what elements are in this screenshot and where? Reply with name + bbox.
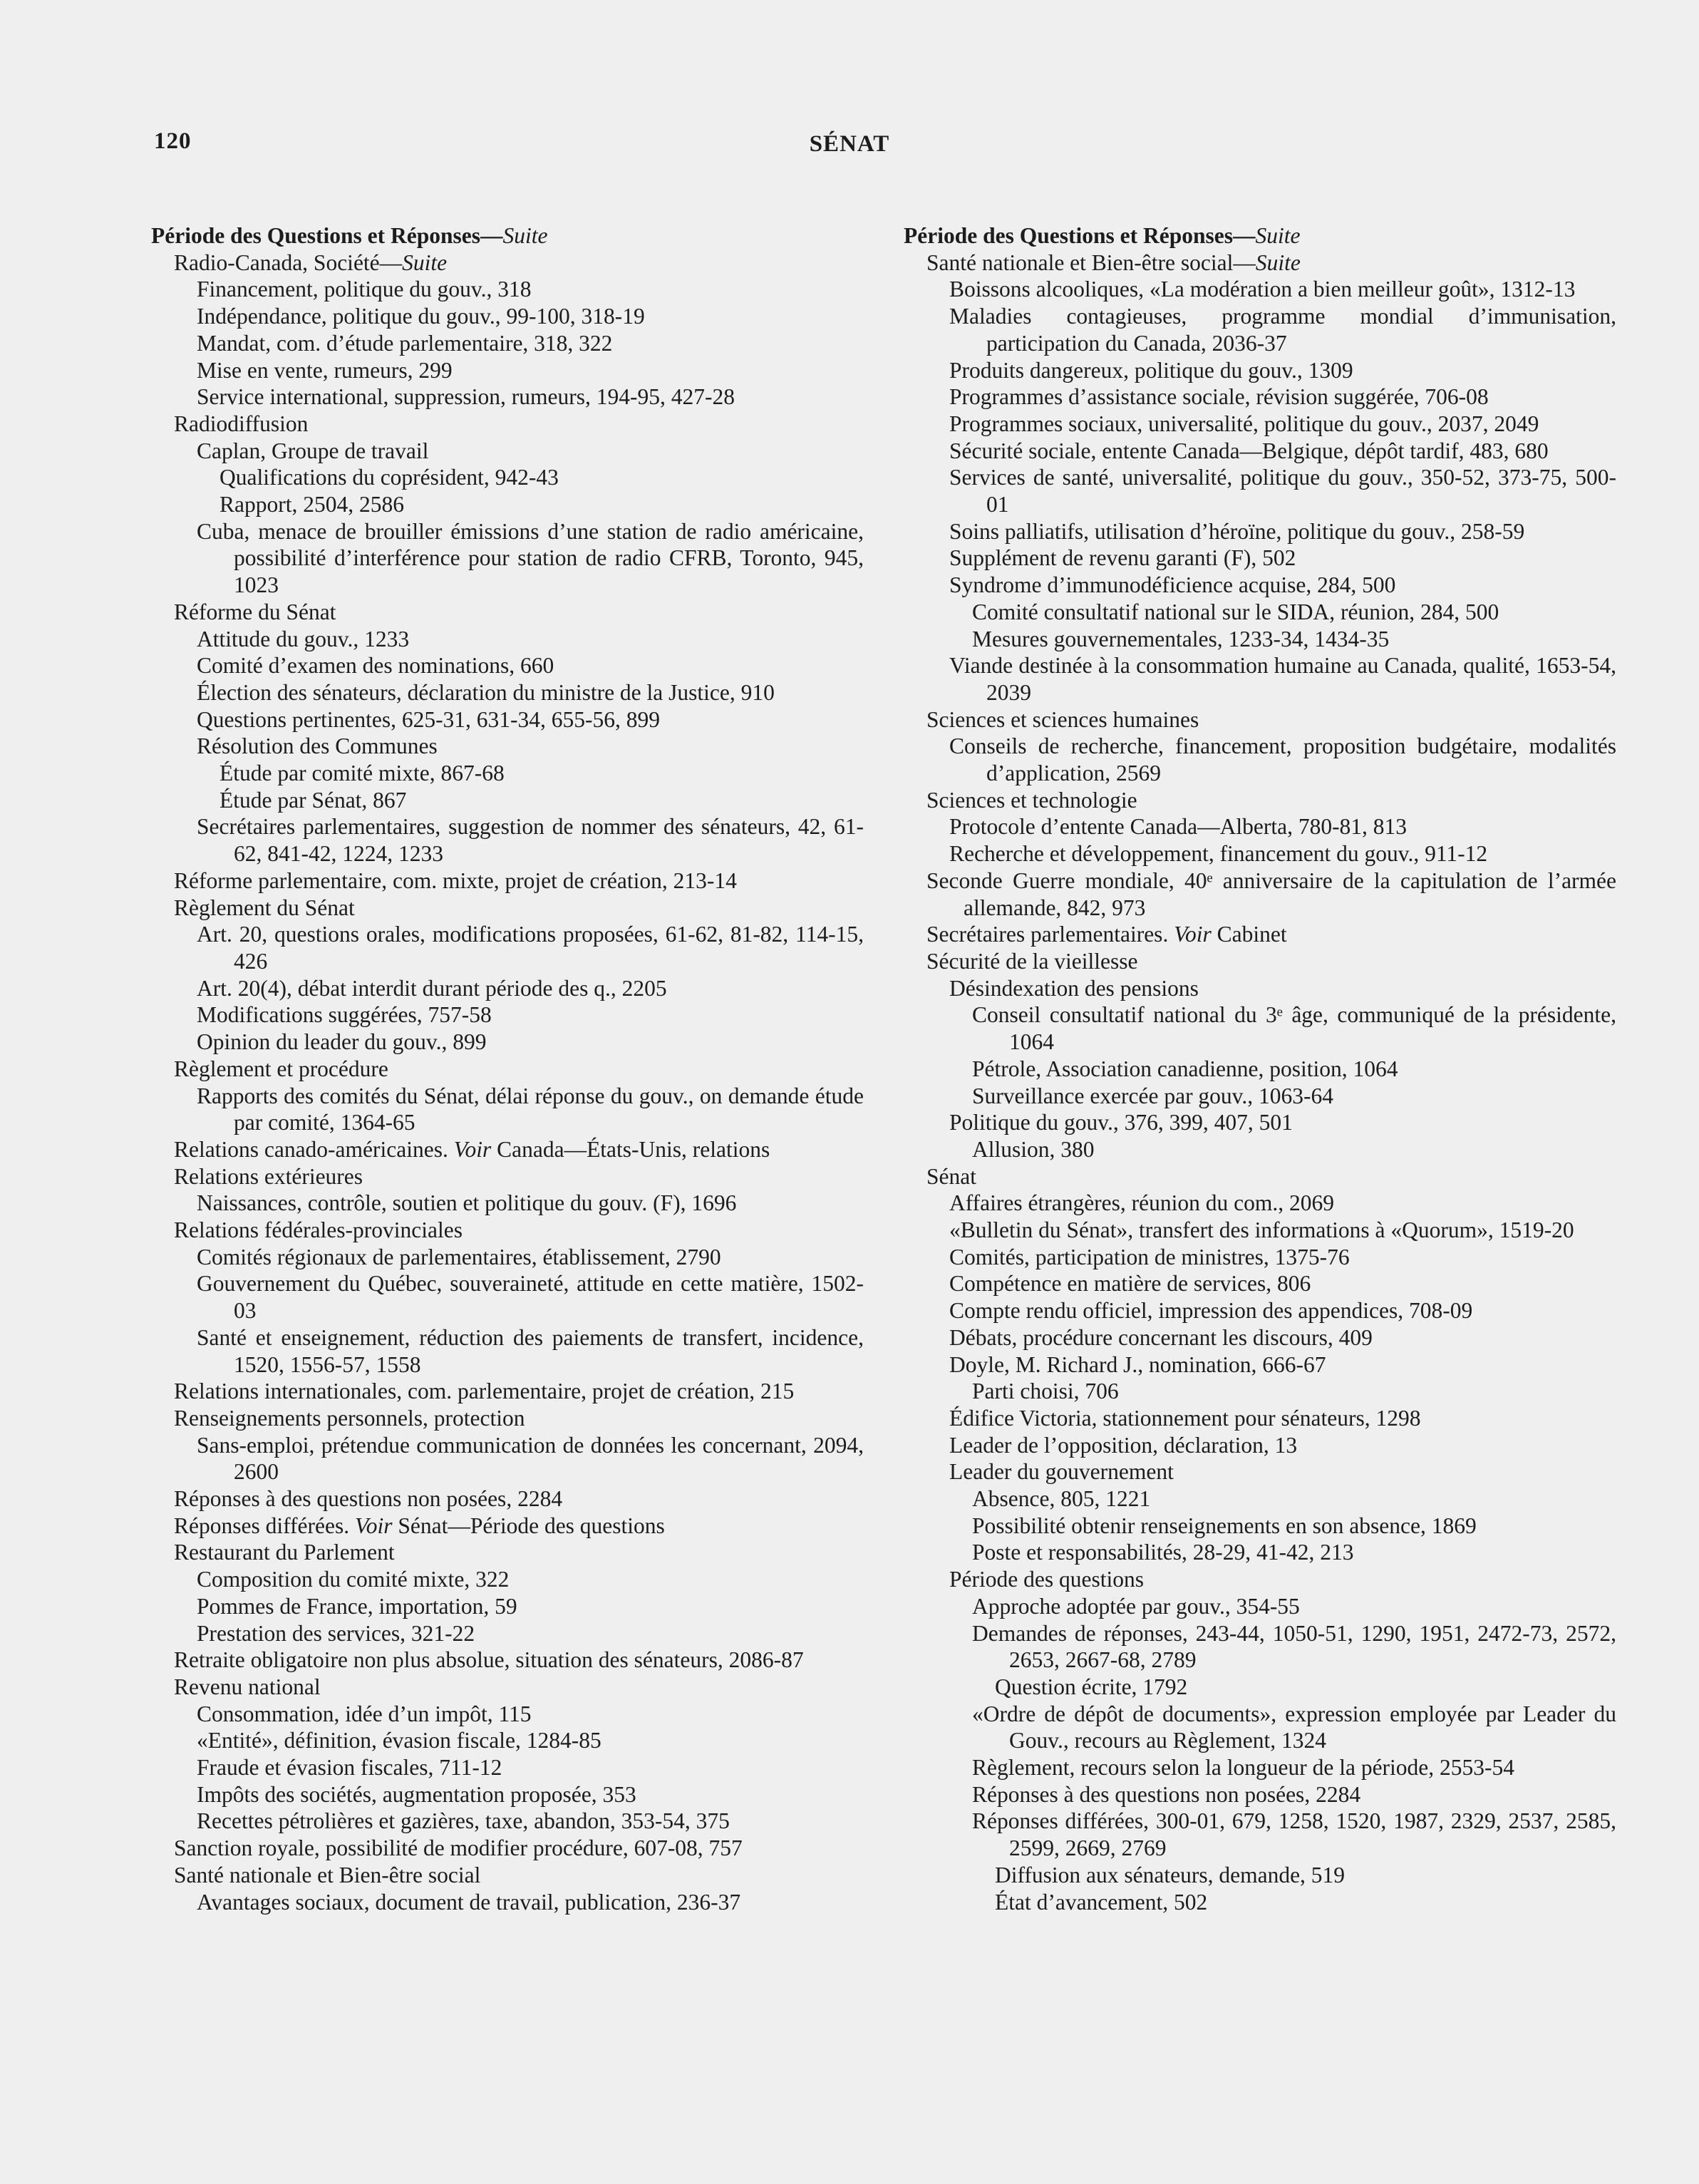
entry-text: Leader de l’opposition, déclaration, 13 bbox=[949, 1432, 1298, 1458]
suite-label: Suite bbox=[1255, 223, 1301, 248]
index-entry bbox=[151, 1539, 864, 1566]
index-entry bbox=[151, 1244, 864, 1271]
index-entry bbox=[151, 760, 864, 787]
index-entry bbox=[151, 1620, 864, 1647]
entry-text: Édifice Victoria, stationnement pour sénateurs, 1298 bbox=[949, 1405, 1421, 1431]
entry-text: Réforme parlementaire, com. mixte, projet de création, 213-14 bbox=[174, 867, 737, 893]
entry-text: Mise en vente, rumeurs, 299 bbox=[197, 357, 453, 383]
index-entry bbox=[904, 1566, 1616, 1593]
entry-text: Indépendance, politique du gouv., 99-100, 318-19 bbox=[197, 304, 645, 329]
entry-text: Radio-Canada, Société— bbox=[174, 249, 403, 275]
index-entry bbox=[151, 1701, 864, 1728]
entry-text: Attitude du gouv., 1233 bbox=[197, 626, 410, 651]
entry-text: Sécurité de la vieillesse bbox=[926, 948, 1138, 974]
entry-text: Santé nationale et Bien-être social— bbox=[926, 249, 1256, 275]
entry-text: Réponses différées, 300-01, 679, 1258, 1520, 1987, 2329, 2537, 2585, 2599, 2669, 2769 bbox=[972, 1808, 1616, 1861]
entry-text: Programmes sociaux, universalité, politique du gouv., 2037, 2049 bbox=[949, 411, 1539, 436]
entry-text: Radiodiffusion bbox=[174, 411, 309, 436]
entry-text: Cuba, menace de brouiller émissions d’une station de radio américaine, possibilité d’interférence pour station de radio CFRB, Toronto, 945, 1023 bbox=[197, 518, 864, 598]
entry-text: Rapport, 2504, 2586 bbox=[220, 492, 404, 517]
entry-text: Compétence en matière de services, 806 bbox=[949, 1271, 1311, 1297]
entry-text: Étude par comité mixte, 867-68 bbox=[220, 761, 505, 786]
index-entry bbox=[151, 1136, 864, 1163]
right-column bbox=[904, 222, 1616, 1915]
index-entry bbox=[904, 1485, 1616, 1513]
index-entry bbox=[904, 1378, 1616, 1405]
entry-text: Affaires étrangères, réunion du com., 2069 bbox=[949, 1190, 1334, 1216]
index-entry bbox=[151, 330, 864, 357]
entry-text: Avantages sociaux, document de travail, publication, 236-37 bbox=[197, 1889, 741, 1915]
entry-text: Comités, participation de ministres, 1375-76 bbox=[949, 1244, 1350, 1269]
entry-text: Art. 20, questions orales, modifications proposées, 61-62, 81-82, 114-15, 426 bbox=[197, 922, 864, 974]
index-entry bbox=[904, 1324, 1616, 1351]
entry-text: Période des questions bbox=[949, 1567, 1144, 1592]
index-entry bbox=[151, 599, 864, 626]
entry-text: Recettes pétrolières et gazières, taxe, abandon, 353-54, 375 bbox=[197, 1808, 730, 1834]
index-entry bbox=[904, 1244, 1616, 1271]
index-entry bbox=[904, 1754, 1616, 1781]
index-entry bbox=[151, 626, 864, 653]
index-entry bbox=[151, 975, 864, 1002]
entry-text: Sénat bbox=[926, 1163, 976, 1189]
entry-text: Caplan, Groupe de travail bbox=[197, 438, 429, 463]
index-entry bbox=[904, 813, 1616, 840]
index-entry bbox=[151, 1862, 864, 1889]
voir-label: Voir bbox=[1174, 922, 1212, 947]
suite-label: Suite bbox=[402, 249, 448, 275]
entry-text: Relations fédérales-provinciales bbox=[174, 1217, 463, 1243]
entry-text: Syndrome d’immunodéficience acquise, 284, 500 bbox=[949, 572, 1396, 598]
index-entry bbox=[151, 1270, 864, 1324]
entry-text: Règlement du Sénat bbox=[174, 895, 355, 920]
index-entry bbox=[151, 679, 864, 706]
entry-text: Renseignements personnels, protection bbox=[174, 1405, 525, 1431]
entry-text: Réponses à des questions non posées, 2284 bbox=[972, 1781, 1361, 1807]
index-entry bbox=[151, 867, 864, 895]
entry-text: Soins palliatifs, utilisation d’héroïne, politique du gouv., 258-59 bbox=[949, 518, 1525, 544]
index-entry bbox=[151, 411, 864, 438]
index-entry bbox=[151, 383, 864, 411]
index-entry bbox=[151, 1754, 864, 1781]
index-entry bbox=[151, 1163, 864, 1190]
index-entry bbox=[151, 1190, 864, 1217]
index-entry bbox=[151, 1647, 864, 1674]
entry-text: Conseils de recherche, financement, proposition budgétaire, modalités d’application, 2569 bbox=[949, 733, 1616, 786]
entry-text: Impôts des sociétés, augmentation proposée, 353 bbox=[197, 1781, 636, 1807]
index-entry bbox=[151, 303, 864, 330]
entry-text: Relations extérieures bbox=[174, 1163, 363, 1189]
entry-text: Mandat, com. d’étude parlementaire, 318, 322 bbox=[197, 330, 613, 356]
index-entry bbox=[904, 1889, 1616, 1916]
entry-text: Maladies contagieuses, programme mondial d’immunisation, participation du Canada, 2036-37 bbox=[949, 304, 1616, 356]
cross-reference: Sénat—Période des questions bbox=[392, 1513, 665, 1538]
entry-text: Naissances, contrôle, soutien et politique du gouv. (F), 1696 bbox=[197, 1190, 737, 1216]
entry-text: «Ordre de dépôt de documents», expression employée par Leader du Gouv., recours au Règlement, 1324 bbox=[972, 1701, 1616, 1753]
entry-text: Compte rendu officiel, impression des appendices, 708-09 bbox=[949, 1298, 1473, 1324]
index-entry bbox=[151, 1513, 864, 1540]
entry-text: Demandes de réponses, 243-44, 1050-51, 1290, 1951, 2472-73, 2572, 2653, 2667-68, 2789 bbox=[972, 1620, 1616, 1673]
index-entry bbox=[904, 1136, 1616, 1163]
index-entry bbox=[151, 1485, 864, 1513]
entry-text: Santé et enseignement, réduction des paiements de transfert, incidence, 1520, 1556-57, 1558 bbox=[197, 1324, 864, 1377]
entry-text: Comités régionaux de parlementaires, établissement, 2790 bbox=[197, 1244, 721, 1269]
entry-text: Santé nationale et Bien-être social bbox=[174, 1862, 481, 1887]
index-entry bbox=[151, 787, 864, 814]
index-entry bbox=[904, 1808, 1616, 1861]
index-entry bbox=[151, 1083, 864, 1136]
index-entry bbox=[151, 249, 864, 277]
entry-text: Allusion, 380 bbox=[972, 1136, 1095, 1162]
entry-text: Boissons alcooliques, «La modération a bien meilleur goût», 1312-13 bbox=[949, 277, 1576, 302]
voir-label: Voir bbox=[453, 1136, 492, 1162]
entry-text: Prestation des services, 321-22 bbox=[197, 1620, 475, 1646]
index-heading bbox=[151, 222, 864, 249]
entry-text: Sécurité sociale, entente Canada—Belgique, dépôt tardif, 483, 680 bbox=[949, 438, 1549, 463]
index-entry bbox=[904, 1513, 1616, 1540]
index-entry bbox=[151, 1593, 864, 1620]
entry-text: Approche adoptée par gouv., 354-55 bbox=[972, 1593, 1300, 1619]
index-entry bbox=[904, 1432, 1616, 1459]
index-entry bbox=[151, 1324, 864, 1378]
index-entry bbox=[151, 357, 864, 384]
entry-text: Secrétaires parlementaires. bbox=[926, 922, 1174, 947]
entry-text: Retraite obligatoire non plus absolue, situation des sénateurs, 2086-87 bbox=[174, 1647, 804, 1673]
index-entry bbox=[151, 1781, 864, 1808]
entry-text: Réponses à des questions non posées, 2284 bbox=[174, 1486, 563, 1512]
entry-text: Composition du comité mixte, 322 bbox=[197, 1567, 510, 1592]
entry-text: Sans-emploi, prétendue communication de données les concernant, 2094, 2600 bbox=[197, 1432, 864, 1485]
suite-label: Suite bbox=[502, 223, 548, 248]
entry-text: Politique du gouv., 376, 399, 407, 501 bbox=[949, 1110, 1293, 1135]
entry-text: Période des Questions et Réponses— bbox=[904, 223, 1256, 248]
index-entry bbox=[904, 1297, 1616, 1324]
entry-text: Période des Questions et Réponses— bbox=[151, 223, 503, 248]
index-entry bbox=[904, 1674, 1616, 1701]
index-entry bbox=[904, 626, 1616, 653]
index-entry bbox=[904, 383, 1616, 411]
entry-text: Pétrole, Association canadienne, position, 1064 bbox=[972, 1056, 1398, 1081]
index-entry bbox=[151, 1001, 864, 1029]
entry-text: Sciences et sciences humaines bbox=[926, 706, 1199, 732]
index-entry bbox=[904, 1405, 1616, 1432]
entry-text: Opinion du leader du gouv., 899 bbox=[197, 1029, 487, 1055]
entry-text: Absence, 805, 1221 bbox=[972, 1486, 1151, 1512]
entry-text: Pommes de France, importation, 59 bbox=[197, 1593, 517, 1619]
entry-text: Secrétaires parlementaires, suggestion de nommer des sénateurs, 42, 61-62, 841-42, 1224, 1233 bbox=[197, 814, 864, 867]
index-entry bbox=[904, 1190, 1616, 1217]
index-entry bbox=[904, 652, 1616, 706]
index-entry bbox=[904, 276, 1616, 303]
entry-text: Réponses différées. bbox=[174, 1513, 355, 1538]
index-heading bbox=[904, 222, 1616, 249]
entry-text: «Entité», définition, évasion fiscale, 1284-85 bbox=[197, 1728, 601, 1753]
index-entry bbox=[151, 652, 864, 679]
index-entry bbox=[151, 1566, 864, 1593]
entry-text: Service international, suppression, rumeurs, 194-95, 427-28 bbox=[197, 384, 735, 410]
index-entry bbox=[904, 1781, 1616, 1808]
index-entry bbox=[904, 411, 1616, 438]
index-entry bbox=[904, 921, 1616, 948]
entry-text: Diffusion aux sénateurs, demande, 519 bbox=[995, 1862, 1346, 1887]
index-entry bbox=[151, 276, 864, 303]
entry-text: Rapports des comités du Sénat, délai réponse du gouv., on demande étude par comité, 1364-65 bbox=[197, 1083, 864, 1135]
index-entry bbox=[904, 572, 1616, 599]
entry-text: Comité consultatif national sur le SIDA, réunion, 284, 500 bbox=[972, 599, 1499, 624]
index-entry bbox=[904, 1862, 1616, 1889]
index-entry bbox=[151, 1432, 864, 1485]
entry-text: Viande destinée à la consommation humaine au Canada, qualité, 1653-54, 2039 bbox=[949, 653, 1616, 705]
index-entry bbox=[904, 1270, 1616, 1297]
entry-text: Surveillance exercée par gouv., 1063-64 bbox=[972, 1083, 1333, 1108]
index-entry bbox=[151, 1674, 864, 1701]
entry-text: Relations canado-américaines. bbox=[174, 1136, 454, 1162]
index-entry bbox=[904, 518, 1616, 545]
entry-text: Produits dangereux, politique du gouv., 1309 bbox=[949, 357, 1353, 383]
index-entry bbox=[904, 733, 1616, 786]
entry-text: Étude par Sénat, 867 bbox=[220, 787, 407, 813]
entry-text: Règlement et procédure bbox=[174, 1056, 388, 1081]
cross-reference: Cabinet bbox=[1211, 922, 1287, 947]
entry-text: Qualifications du coprésident, 942-43 bbox=[220, 465, 559, 490]
entry-text: Élection des sénateurs, déclaration du ministre de la Justice, 910 bbox=[197, 679, 775, 705]
index-entry bbox=[904, 1701, 1616, 1754]
index-entry bbox=[904, 975, 1616, 1002]
index-entry bbox=[904, 599, 1616, 626]
index-entry bbox=[904, 1001, 1616, 1055]
index-entry bbox=[151, 1835, 864, 1862]
index-entry bbox=[151, 1405, 864, 1432]
index-entry bbox=[904, 249, 1616, 277]
index-entry bbox=[904, 840, 1616, 867]
entry-text: Poste et responsabilités, 28-29, 41-42, 213 bbox=[972, 1540, 1354, 1565]
entry-text: Modifications suggérées, 757-58 bbox=[197, 1002, 492, 1028]
entry-text: Programmes d’assistance sociale, révision suggérée, 706-08 bbox=[949, 384, 1489, 410]
index-entry bbox=[904, 464, 1616, 517]
index-entry bbox=[904, 1539, 1616, 1566]
entry-text: Financement, politique du gouv., 318 bbox=[197, 277, 532, 302]
entry-text: Gouvernement du Québec, souveraineté, attitude en cette matière, 1502-03 bbox=[197, 1271, 864, 1324]
index-entry bbox=[151, 1808, 864, 1835]
entry-text: Désindexation des pensions bbox=[949, 975, 1199, 1001]
entry-text: Restaurant du Parlement bbox=[174, 1540, 395, 1565]
index-entry bbox=[904, 706, 1616, 733]
index-entry bbox=[151, 921, 864, 974]
entry-text: Sanction royale, possibilité de modifier procédure, 607-08, 757 bbox=[174, 1835, 743, 1861]
index-entry bbox=[151, 1727, 864, 1754]
index-entry bbox=[904, 1458, 1616, 1485]
entry-text: Mesures gouvernementales, 1233-34, 1434-35 bbox=[972, 626, 1390, 651]
index-entry bbox=[904, 303, 1616, 356]
index-entry bbox=[151, 518, 864, 599]
entry-text: Conseil consultatif national du 3ᵉ âge, communiqué de la présidente, 1064 bbox=[972, 1002, 1616, 1055]
index-entry bbox=[904, 1593, 1616, 1620]
index-entry bbox=[151, 706, 864, 733]
page-number: 120 bbox=[154, 128, 192, 154]
entry-text: Leader du gouvernement bbox=[949, 1459, 1174, 1485]
entry-text: État d’avancement, 502 bbox=[995, 1889, 1208, 1915]
entry-text: Services de santé, universalité, politique du gouv., 350-52, 373-75, 500-01 bbox=[949, 465, 1616, 517]
entry-text: Seconde Guerre mondiale, 40ᵉ anniversaire de la capitulation de l’armée allemande, 842, 973 bbox=[926, 867, 1616, 920]
left-column bbox=[151, 222, 864, 1915]
voir-label: Voir bbox=[354, 1513, 393, 1538]
index-entry bbox=[904, 1351, 1616, 1379]
index-entry bbox=[904, 545, 1616, 572]
index-entry bbox=[904, 1620, 1616, 1674]
index-entry bbox=[904, 1083, 1616, 1110]
entry-text: Protocole d’entente Canada—Alberta, 780-81, 813 bbox=[949, 814, 1408, 840]
entry-text: Possibilité obtenir renseignements en son absence, 1869 bbox=[972, 1513, 1477, 1538]
entry-text: Sciences et technologie bbox=[926, 787, 1137, 813]
entry-text: Parti choisi, 706 bbox=[972, 1379, 1119, 1404]
entry-text: Questions pertinentes, 625-31, 631-34, 655-56, 899 bbox=[197, 706, 661, 732]
index-entry bbox=[151, 1378, 864, 1405]
index-entry bbox=[151, 1056, 864, 1083]
entry-text: Consommation, idée d’un impôt, 115 bbox=[197, 1701, 532, 1726]
index-entry bbox=[904, 1217, 1616, 1244]
index-entry bbox=[904, 948, 1616, 975]
index-entry bbox=[151, 438, 864, 465]
cross-reference: Canada—États-Unis, relations bbox=[491, 1136, 770, 1162]
running-head: SÉNAT bbox=[809, 131, 890, 157]
entry-text: Résolution des Communes bbox=[197, 733, 438, 759]
index-entry bbox=[904, 1109, 1616, 1136]
entry-text: «Bulletin du Sénat», transfert des informations à «Quorum», 1519-20 bbox=[949, 1217, 1574, 1243]
entry-text: Doyle, M. Richard J., nomination, 666-67 bbox=[949, 1351, 1326, 1377]
entry-text: Art. 20(4), débat interdit durant période des q., 2205 bbox=[197, 975, 667, 1001]
index-entry bbox=[904, 1056, 1616, 1083]
index-entry bbox=[151, 491, 864, 518]
index-entry bbox=[151, 733, 864, 760]
entry-text: Revenu national bbox=[174, 1674, 321, 1699]
index-entry bbox=[151, 1217, 864, 1244]
suite-label: Suite bbox=[1255, 249, 1301, 275]
index-entry bbox=[151, 1889, 864, 1916]
index-entry bbox=[151, 464, 864, 491]
entry-text: Recherche et développement, financement du gouv., 911-12 bbox=[949, 841, 1488, 867]
entry-text: Relations internationales, com. parlementaire, projet de création, 215 bbox=[174, 1379, 795, 1404]
index-entry bbox=[904, 1163, 1616, 1190]
index-entry bbox=[904, 438, 1616, 465]
index-entry bbox=[151, 813, 864, 867]
index-entry bbox=[904, 867, 1616, 921]
index-entry bbox=[151, 895, 864, 922]
index-entry bbox=[904, 357, 1616, 384]
entry-text: Réforme du Sénat bbox=[174, 599, 336, 624]
entry-text: Comité d’examen des nominations, 660 bbox=[197, 653, 554, 679]
index-entry bbox=[904, 787, 1616, 814]
entry-text: Supplément de revenu garanti (F), 502 bbox=[949, 545, 1296, 571]
index-entry bbox=[151, 1029, 864, 1056]
entry-text: Règlement, recours selon la longueur de la période, 2553-54 bbox=[972, 1755, 1515, 1781]
entry-text: Débats, procédure concernant les discours, 409 bbox=[949, 1324, 1373, 1350]
entry-text: Fraude et évasion fiscales, 711-12 bbox=[197, 1755, 502, 1781]
entry-text: Question écrite, 1792 bbox=[995, 1674, 1188, 1699]
